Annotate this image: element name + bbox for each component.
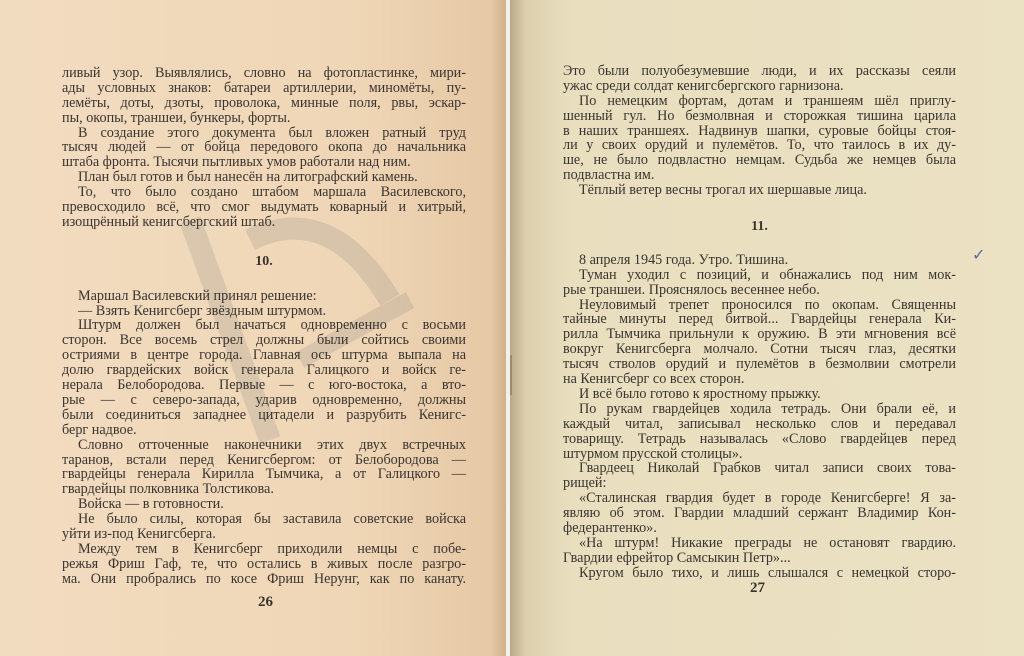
text-line: Между тем в Кенигсберг приходили немцы с побе- — [78, 540, 466, 557]
text-line: ма. Они пробрались по косе Фриш Нерунг, как по канату. — [62, 570, 466, 587]
paragraph — [563, 94, 956, 183]
text-line: ли у своих орудий и пулемётов. То, что таилось в их ду- — [563, 137, 956, 154]
text-line: тысяч стволов орудий и пулемётов в безмолвии смотрели — [563, 356, 956, 373]
right-page — [510, 0, 1024, 656]
paragraph — [563, 298, 956, 387]
text-line: тысяч людей — от бойца передового окопа до начальника — [62, 139, 466, 156]
paragraph — [563, 183, 956, 198]
text-line: штаба фронта. Тысячи пытливых умов работали над ним. — [62, 154, 411, 171]
text-line: 8 апреля 1945 года. Утро. Тишина. — [579, 251, 789, 268]
paragraph — [563, 461, 956, 491]
text-line: — Взять Кенигсберг звёздным штурмом. — [78, 302, 327, 319]
paragraph — [563, 64, 956, 94]
text-line: Войска — в готовности. — [78, 496, 224, 513]
text-line: ливый узор. Выявлялись, словно на фотопластинке, мири- — [62, 65, 466, 81]
text-line: являю об этом. Гвардии младший сержант Владимир Кон- — [563, 505, 956, 522]
paragraph — [62, 185, 466, 230]
text-line: рищей: — [563, 475, 607, 492]
text-line: уйти из-под Кенигсберга. — [62, 525, 216, 542]
text-line: гвардейцы генерала Кирилла Тымчика, а от Галицкого — — [62, 466, 466, 483]
paragraph — [563, 536, 956, 566]
text-line: сторон. Все восемь стрел должны были сойтись своими — [62, 332, 466, 349]
paragraph — [62, 497, 466, 512]
checkmark-icon: ✓ — [972, 247, 986, 264]
text-line: Неуловимый трепет проносился по окопам. Священны — [579, 296, 956, 313]
text-line: берг надвое. — [62, 421, 137, 438]
text-line: нерала Белобородова. Первые — с юго-востока, а вто- — [62, 377, 466, 394]
text-line: рые траншеи. Прояснялось весеннее небо. — [563, 281, 820, 298]
paragraph — [62, 438, 466, 498]
text-line: И всё было готово к яростному прыжку. — [579, 385, 821, 402]
paragraph — [62, 304, 466, 319]
text-line: подвластна им. — [563, 167, 655, 184]
paragraph — [62, 66, 466, 126]
text-line: По немецким фортам, дотам и траншеям шёл приглу- — [579, 92, 956, 109]
text-line: «Сталинская гвардия будет в городе Кенигсберге! Я за- — [579, 490, 956, 507]
text-line: «На штурм! Никакие преграды не остановят гвардию. — [579, 534, 956, 551]
text-line: Гвардии ефрейтор Самсыкин Петр»... — [563, 549, 791, 566]
text-line: Маршал Василевский принял решение: — [78, 287, 317, 304]
text-line: изощрённый кенигсбергский штаб. — [62, 213, 276, 230]
paragraph — [62, 318, 466, 437]
text-line: ады условных знаков: батареи артиллерии, миномёты, пу- — [62, 79, 466, 96]
text-line: ше, не было подвластно немцам. Судьба же немцев была — [563, 152, 956, 169]
text-line: В создание этого документа был вложен ратный труд — [78, 124, 466, 141]
text-line: шенный гул. Но безмолвная и сторожкая тишина царила — [563, 107, 956, 124]
text-line: ужас среди солдат кенигсбергского гарнизона. — [563, 77, 844, 94]
text-line: федерантенко». — [563, 519, 657, 536]
text-line: каждый читал, записывал несколько слов и передавал — [563, 415, 956, 432]
text-line: тайные минуты перед битвой... Гвардейцы генерала Ки- — [563, 311, 956, 328]
text-line: гвардейцы полковника Толстикова. — [62, 481, 274, 498]
paragraph — [563, 566, 956, 581]
paragraph — [62, 542, 466, 587]
text-line: Тёплый ветер весны трогал их шершавые лица. — [579, 182, 867, 199]
paragraph — [563, 268, 956, 298]
paragraph — [62, 126, 466, 171]
left-page — [0, 0, 506, 656]
text-line: долю гвардейских войск генерала Галицкого и войск ге- — [62, 362, 466, 379]
text-line: Туман уходил с позиций, и обнажались под ним мок- — [579, 266, 956, 283]
text-line: лемёты, доты, дзоты, проволока, минные поля, рвы, эскар- — [62, 94, 466, 111]
page-text — [62, 66, 466, 587]
text-line: Это были полуобезумевшие люди, и их рассказы сеяли — [563, 63, 956, 79]
text-line: Кругом было тихо, и лишь слышался с немецкой сторо- — [579, 564, 956, 581]
paragraph — [563, 253, 956, 268]
text-line: Не было силы, которая бы заставила советские войска — [78, 511, 466, 528]
text-line: Гвардеец Николай Грабков читал записи своих това- — [579, 460, 956, 477]
section-heading: 11. — [751, 219, 768, 235]
paragraph — [62, 512, 466, 542]
text-line: То, что было создано штабом маршала Василевского, — [78, 184, 466, 201]
text-line: Словно отточенные наконечники этих двух встречных — [78, 436, 466, 453]
paragraph — [563, 402, 956, 462]
text-line: на Кенигсберг со всех сторон. — [563, 371, 745, 388]
text-line: режья Фриш Гаф, те, что остались в живых после разгро- — [62, 555, 466, 572]
paragraph — [563, 491, 956, 536]
text-line: вокруг Кенигсберга молчало. Сотни тысяч глаз, десятки — [563, 341, 956, 358]
text-line: По рукам гвардейцев ходила тетрадь. Они брали её, и — [579, 400, 956, 417]
section-heading: 10. — [255, 253, 273, 269]
paragraph — [62, 170, 466, 185]
text-line: Штурм должен был начаться одновременно с восьми — [78, 317, 466, 334]
text-line: План был готов и был нанесён на литографский камень. — [78, 169, 418, 186]
text-line: в наших траншеях. Надвинув шапки, суровые бойцы стоя- — [563, 122, 956, 139]
text-line: рилла Тымчика прильнули к оружию. В эти мгновения всё — [563, 326, 956, 343]
text-line: штурмом прусской столицы». — [563, 445, 743, 462]
text-line: превосходило всё, что смог выдумать коварный и хитрый, — [62, 199, 466, 216]
paragraph — [62, 289, 466, 304]
binding-mark — [510, 355, 518, 395]
page-number: 27 — [750, 580, 765, 596]
page-number: 26 — [258, 594, 273, 610]
text-line: товарищу. Тетрадь называлась «Слово гвардейцев перед — [563, 430, 956, 447]
paragraph — [563, 387, 956, 402]
text-line: рые — с северо-запада, ударив одновременно, должны — [62, 391, 466, 408]
page-text — [563, 64, 956, 581]
text-line: пы, окопы, траншеи, бункеры, форты. — [62, 109, 291, 126]
text-line: были соединиться западнее цитадели и разрубить Кенигс- — [62, 406, 466, 423]
text-line: таранов, встали перед Кенигсбергом: от Белобородова — — [62, 451, 466, 468]
text-line: остриями в центре города. Главная ось штурма выпала на — [62, 347, 466, 364]
